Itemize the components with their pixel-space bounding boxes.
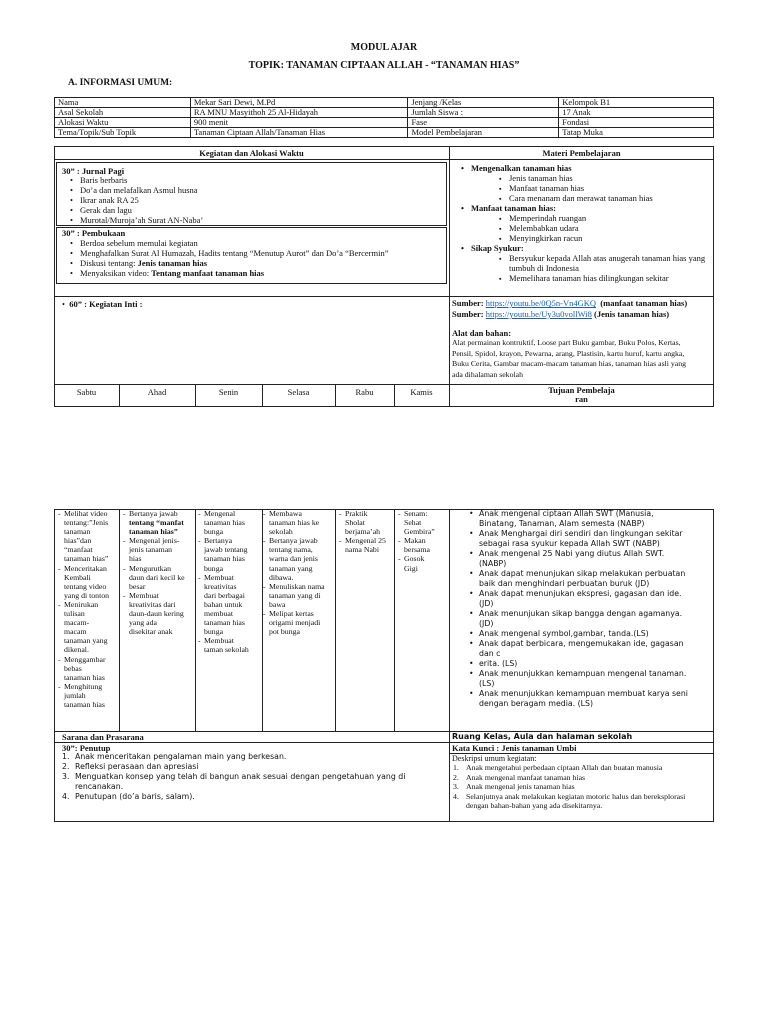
activity-line: - Menirukan (64, 600, 109, 609)
tujuan-header-line: Tujuan Pembelaja (548, 385, 615, 395)
deskripsi-item (453, 772, 711, 783)
penutup-item (62, 772, 445, 792)
item-number: 1. (62, 752, 70, 761)
activity-line: nama Nabi (345, 545, 379, 555)
activity-line: bunga (204, 563, 224, 573)
document-title: MODUL AJAR (350, 42, 418, 53)
activity-line: - Mengenal jenis- (129, 536, 185, 545)
tujuan-line: • Anak dapat berbicara, mengemukakan ide, gagasan (479, 639, 709, 649)
materi-item: ▪ Jenis tanaman hias (509, 173, 711, 183)
penutup-list (62, 752, 445, 802)
alat-line: Alat permainan kontruktif, Loose part Buku gambar, Buku Polos, Kertas, (452, 338, 681, 347)
deskripsi-line: Anak mengetahui perbedaan ciptaan Allah dan buatan manusia (466, 763, 663, 772)
tujuan-line: • Anak menunjukkan kemampuan mengenal tanaman. (479, 669, 709, 679)
info-cell: Nama (55, 98, 191, 108)
list-item-emphasis: Tentang manfaat tanaman hias (151, 268, 265, 278)
tujuan-item (479, 589, 709, 609)
rabu-activities (345, 509, 386, 554)
tujuan-line: • Anak menunjukkan kemampuan membuat karya seni (479, 689, 709, 699)
info-cell: Model Pembelajaran (408, 128, 559, 138)
tujuan-item (479, 669, 709, 689)
penutup-item (62, 752, 445, 762)
tujuan-line: • erita. (LS) (479, 659, 709, 669)
activity-line: yang ada (129, 618, 157, 628)
list-item: • Menghafalkan Surat Al Humazah, Hadits tentang “Menutup Aurot” dan Do’a “Bercermin” (80, 248, 389, 258)
item-number: 2. (453, 772, 459, 782)
jurnal-pagi-title: 30” : Jurnal Pagi (62, 166, 125, 176)
item-number: 3. (62, 772, 70, 781)
materi-item: ▪ Memperindah ruangan (509, 213, 711, 223)
day-ahad: Ahad (147, 387, 167, 397)
list-item: • Do’a dan melafalkan Asmul husna (80, 185, 203, 195)
activity-line: bersama (404, 545, 430, 555)
activity-line: kreativitas (204, 581, 237, 591)
kegiatan-inti-text: 60” : Kegiatan Inti : (69, 299, 143, 309)
activity-line: tentang nama, (269, 545, 313, 555)
tujuan-item (479, 509, 709, 529)
item-number: 4. (62, 792, 70, 801)
alat-line: Buku Cerita, Gambar macam-macam tanaman hias, tanaman hias asli yang (452, 359, 687, 368)
info-row (55, 118, 714, 128)
tujuan-line: (JD) (479, 619, 494, 628)
info-cell: Jenjang /Kelas (408, 98, 559, 108)
activity-line: bunga (204, 527, 224, 537)
tujuan-item (479, 639, 709, 659)
deskripsi-line: Selanjutnya anak melakukan kegiatan motoric halus dan bereksplorasi (466, 791, 686, 801)
tujuan-item (479, 629, 709, 639)
activity-line: tanaman hias” (64, 554, 109, 564)
kata-kunci: Kata Kunci : Jenis tanaman Umbi (452, 743, 577, 753)
deskripsi-item (453, 782, 711, 792)
tujuan-line: • Anak mengenal ciptaan Allah SWT (Manusia, (479, 509, 709, 519)
activity-line: - Menuliskan nama (269, 582, 325, 591)
materi-item: ▪ Memelihara tanaman hias dilingkungan sekitar (509, 273, 711, 283)
penutup-line: Penutupan (do’a baris, salam). (75, 792, 195, 801)
info-cell: Tema/Topik/Sub Topik (55, 128, 191, 138)
list-item: • Baris berbaris (80, 175, 203, 185)
activity-line: tanaman hias ke (269, 518, 320, 528)
activity-line: - Membuat (204, 636, 249, 645)
materi-item: ▪ Melembabkan udara (509, 223, 711, 233)
info-row (55, 108, 714, 118)
activity-line: - Membuat (204, 573, 249, 582)
activity-line: Gembira” (404, 527, 435, 537)
deskripsi-item (453, 763, 711, 773)
deskripsi-line: Anak mengenal manfaat tanaman hias (466, 772, 586, 782)
activity-line: daun dari kecil ke (129, 572, 185, 582)
ahad-activities (129, 509, 185, 636)
activity-line: daun-daun kering (129, 609, 184, 619)
activity-line: jenis tanaman (129, 545, 173, 555)
activity-line: tanaman hias (204, 554, 245, 564)
activity-line: dari berbagai (204, 590, 245, 600)
tujuan-line: (LS) (479, 679, 495, 688)
sabtu-activities (64, 509, 109, 709)
list-item-label: Diskusi tentang: (80, 258, 138, 268)
sumber-note-1: (manfaat tanaman hias) (600, 298, 688, 308)
tujuan-header-line: ran (575, 394, 588, 404)
list-item: • Berdoa sebelum memulai kegiatan (80, 238, 389, 248)
list-item-emphasis: Jenis tanaman hias (137, 258, 208, 268)
list-item (80, 258, 389, 268)
activity-line: yang di tonton (64, 590, 110, 600)
sumber-note-2: (Jenis tanaman hias) (594, 309, 670, 319)
materi-heading: • Mengenalkan tanaman hias (471, 163, 711, 173)
activity-line: sekolah (269, 527, 293, 537)
materi-list (471, 163, 711, 283)
tujuan-item (479, 569, 709, 589)
activity-line: - Menggambar (64, 655, 109, 664)
tujuan-item (479, 529, 709, 549)
tujuan-item (479, 609, 709, 629)
materi-item: ▪ Bersyukur kepada Allah atas anugerah tanaman hias yang tumbuh di Indonesia (509, 253, 711, 273)
list-item (80, 268, 389, 278)
deskripsi-line: dengan bahan-bahan yang ada disekitarnya. (466, 801, 603, 810)
materi-item: ▪ Menyingkirkan racun (509, 233, 711, 243)
activity-line: bawa (269, 599, 286, 609)
activity-line: - Senam: (404, 509, 435, 518)
activity-line: - Mengenal (204, 509, 249, 518)
deskripsi-item (453, 791, 711, 811)
info-cell: Mekar Sari Dewi, M.Pd (190, 98, 408, 108)
activity-line: jumlah (64, 690, 86, 700)
materi-item: ▪ Manfaat tanaman hias (509, 183, 711, 193)
sumber-link-1[interactable]: https://youtu.be/0Q5n-Vn4GKQ (485, 298, 597, 308)
topic-title: TOPIK: TANAMAN CIPTAAN ALLAH - “TANAMAN HIAS” (248, 60, 520, 71)
activity-line: macam (64, 627, 87, 637)
materi-heading: • Sikap Syukur: (471, 243, 711, 253)
tujuan-line: • Anak mengenal symbol,gambar, tanda.(LS) (479, 629, 709, 639)
tujuan-item (479, 659, 709, 669)
activity-line: - Membuat (129, 591, 185, 600)
tujuan-line: • Anak menunjukan sikap bangga dengan agamanya. (479, 609, 709, 619)
materi-sublist (471, 253, 711, 283)
jurnal-pagi-list (80, 175, 203, 225)
materi-heading: • Manfaat tanaman hias: (471, 203, 711, 213)
activity-line: Sehat (404, 518, 422, 528)
tujuan-line: • Anak Menghargai diri sendiri dan lingkungan sekitar (479, 529, 709, 539)
activity-line: hias”dan (64, 536, 92, 546)
activity-line: pot bunga (269, 627, 300, 637)
activity-line: tentang “manfat (129, 518, 184, 528)
sarana-label: Sarana dan Prasarana (62, 732, 144, 742)
tujuan-item (479, 549, 709, 569)
kamis-activities (404, 509, 435, 573)
activity-line: - Menceritakan (64, 564, 109, 573)
materials-header: Materi Pembelajaran (542, 148, 621, 158)
activity-line: - Bertanya jawab (129, 509, 185, 518)
activity-line: tanaman yang (269, 563, 313, 573)
item-number: 2. (62, 762, 70, 771)
info-row (55, 98, 714, 108)
activity-line: - Membawa (269, 509, 325, 518)
tujuan-line: • Anak dapat menunjukan ekspresi, gagasan dan ide. (479, 589, 709, 599)
list-item: • Murotal/Muroja’ah Surat AN-Naba’ (80, 215, 203, 225)
activity-line: “manfaat (64, 545, 93, 555)
tujuan-line: sebagai rasa syukur kepada Allah SWT (NABP) (479, 539, 660, 548)
bullet: • (62, 299, 65, 309)
sumber-line-1 (452, 298, 687, 308)
info-cell: Alokasi Waktu (55, 118, 191, 128)
day-sabtu: Sabtu (76, 387, 97, 397)
tujuan-item (479, 689, 709, 709)
info-cell: 900 menit (190, 118, 408, 128)
activity-line: macam- (64, 618, 90, 628)
sarana-value: Ruang Kelas, Aula dan halaman sekolah (452, 732, 633, 741)
alat-text (452, 338, 686, 380)
deskripsi-title: Deskripsi umum kegiatan: (452, 754, 537, 763)
activity-line: - Mengurutkan (129, 564, 185, 573)
pembukaan-title: 30” : Pembukaan (62, 228, 126, 238)
activity-line: bunga (204, 627, 224, 637)
activity-line: membuat (204, 609, 234, 619)
tujuan-line: dengan beragam media. (LS) (479, 699, 593, 708)
info-cell: 17 Anak (559, 108, 714, 118)
activity-line: jawab tentang (204, 545, 248, 555)
alat-line: Pensil, Spidol, krayon, Pewarna, arang, Plastisin, kartu huruf, kartu angka, (452, 348, 685, 358)
activities-header: Kegiatan dan Alokasi Waktu (199, 148, 304, 158)
penutup-item (62, 792, 445, 802)
materi-item: ▪ Cara menanam dan merawat tanaman hias (509, 193, 711, 203)
info-cell: Fondasi (559, 118, 714, 128)
day-senin: Senin (218, 387, 239, 397)
activity-line: - Menghitung (64, 682, 109, 691)
activity-line: dikenal. (64, 645, 89, 655)
list-item-label: Menyaksikan video: (80, 268, 152, 278)
pembukaan-list (80, 238, 389, 278)
info-cell: Jumlah Siswa : (408, 108, 559, 118)
activity-line: - Gosok (404, 554, 435, 563)
activity-line: hias (129, 554, 142, 564)
tujuan-line: (JD) (479, 599, 494, 608)
item-number: 1. (453, 763, 459, 772)
info-row (55, 128, 714, 138)
info-cell: RA MNU Masyithoh 25 Al-Hidayah (190, 108, 408, 118)
list-item: • Ikrar anak RA 25 (80, 195, 203, 205)
activity-line: kreativitas dari (129, 599, 176, 609)
materi-sublist (471, 213, 711, 243)
tujuan-line: (NABP) (479, 559, 507, 568)
tujuan-line: baik dan menghindari perbuatan buruk (JD) (479, 579, 650, 588)
activity-line: - Praktik (345, 509, 386, 518)
activity-line: taman sekolah (204, 645, 249, 655)
activity-line: bebas (64, 663, 82, 673)
activity-line: Sholat (345, 518, 365, 528)
info-cell: Kelompok B1 (559, 98, 714, 108)
info-table (54, 97, 714, 138)
item-number: 3. (453, 782, 459, 791)
section-a-heading: A. INFORMASI UMUM: (68, 78, 173, 88)
activity-line: tanaman yang di (269, 590, 321, 600)
sumber-label: Sumber: (452, 309, 486, 319)
sumber-link-2[interactable]: https://youtu.be/Uy3u0vollWi8 (485, 309, 592, 319)
activity-line: - Makan (404, 536, 435, 545)
deskripsi-list (453, 763, 711, 811)
activity-line: tanaman (64, 527, 91, 537)
activity-line: tanaman hias (64, 699, 105, 709)
tujuan-line: Binatang, Tanaman, Alam semesta (NABP) (479, 519, 645, 528)
activity-line: - Mengenal 25 (345, 536, 386, 545)
activity-line: Gigi (404, 563, 418, 573)
kegiatan-inti-label (62, 299, 142, 309)
list-item: • Gerak dan lagu (80, 205, 203, 215)
day-kamis: Kamis (410, 387, 433, 397)
activity-line: Kembali (64, 572, 91, 582)
activity-line: origami menjadi (269, 618, 321, 628)
penutup-item (62, 762, 445, 772)
day-selasa: Selasa (287, 387, 310, 397)
activity-line: disekitar anak (129, 627, 173, 637)
activity-line: - Bertanya jawab (269, 536, 325, 545)
item-number: 4. (453, 791, 459, 801)
activity-line: tanaman hias (64, 672, 105, 682)
penutup-title: 30”: Penutup (62, 743, 111, 753)
activity-line: besar (129, 581, 146, 591)
sumber-line-2 (452, 309, 669, 319)
info-cell: Tatap Muka (559, 128, 714, 138)
activity-line: berjama’ah (345, 527, 381, 537)
materi-sublist (471, 173, 711, 203)
senin-activities (204, 509, 249, 655)
alat-title: Alat dan bahan: (452, 328, 512, 338)
deskripsi-line: Anak mengenal jenis tanaman hias (466, 782, 575, 791)
activity-line: warna dan jenis (269, 554, 318, 564)
tujuan-line: • Anak dapat menunjukan sikap melakukan perbuatan (479, 569, 709, 579)
activity-line: tanaman hias (204, 618, 245, 628)
tujuan-list (479, 509, 709, 709)
activity-line: tanaman yang (64, 636, 108, 646)
activity-line: tanaman hias (204, 518, 245, 528)
activity-line: tanaman hias” (129, 527, 178, 537)
selasa-activities (269, 509, 325, 636)
activity-line: bahan untuk (204, 599, 243, 609)
activity-line: tentang video (64, 581, 107, 591)
day-rabu: Rabu (355, 387, 374, 397)
info-cell: Fase (408, 118, 559, 128)
penutup-line: Anak menceritakan pengalaman main yang berkesan. (75, 752, 287, 761)
activity-line: tentang:”Jenis (64, 518, 109, 528)
activity-line: - Melihat video (64, 509, 109, 518)
activity-line: tulisan (64, 609, 85, 619)
info-cell: Tanaman Ciptaan Allah/Tanaman Hias (190, 128, 408, 138)
activity-line: dibawa. (269, 572, 294, 582)
tujuan-line: • Anak mengenal 25 Nabi yang diutus Allah SWT. (479, 549, 709, 559)
penutup-line: Refleksi perasaan dan apresiasi (75, 762, 199, 771)
sumber-label: Sumber: (452, 298, 486, 308)
tujuan-header (449, 386, 714, 404)
penutup-line: rencanakan. (75, 782, 124, 791)
penutup-line: Menguatkan konsep yang telah di bangun anak sesuai dengan pengetahuan yang di (75, 772, 406, 781)
info-cell: Asal Sekolah (55, 108, 191, 118)
activity-line: - Bertanya (204, 536, 249, 545)
activity-line: - Melipat kertas (269, 609, 325, 618)
tujuan-line: dan c (479, 649, 501, 658)
alat-line: ada dihalaman sekolah (452, 369, 524, 379)
